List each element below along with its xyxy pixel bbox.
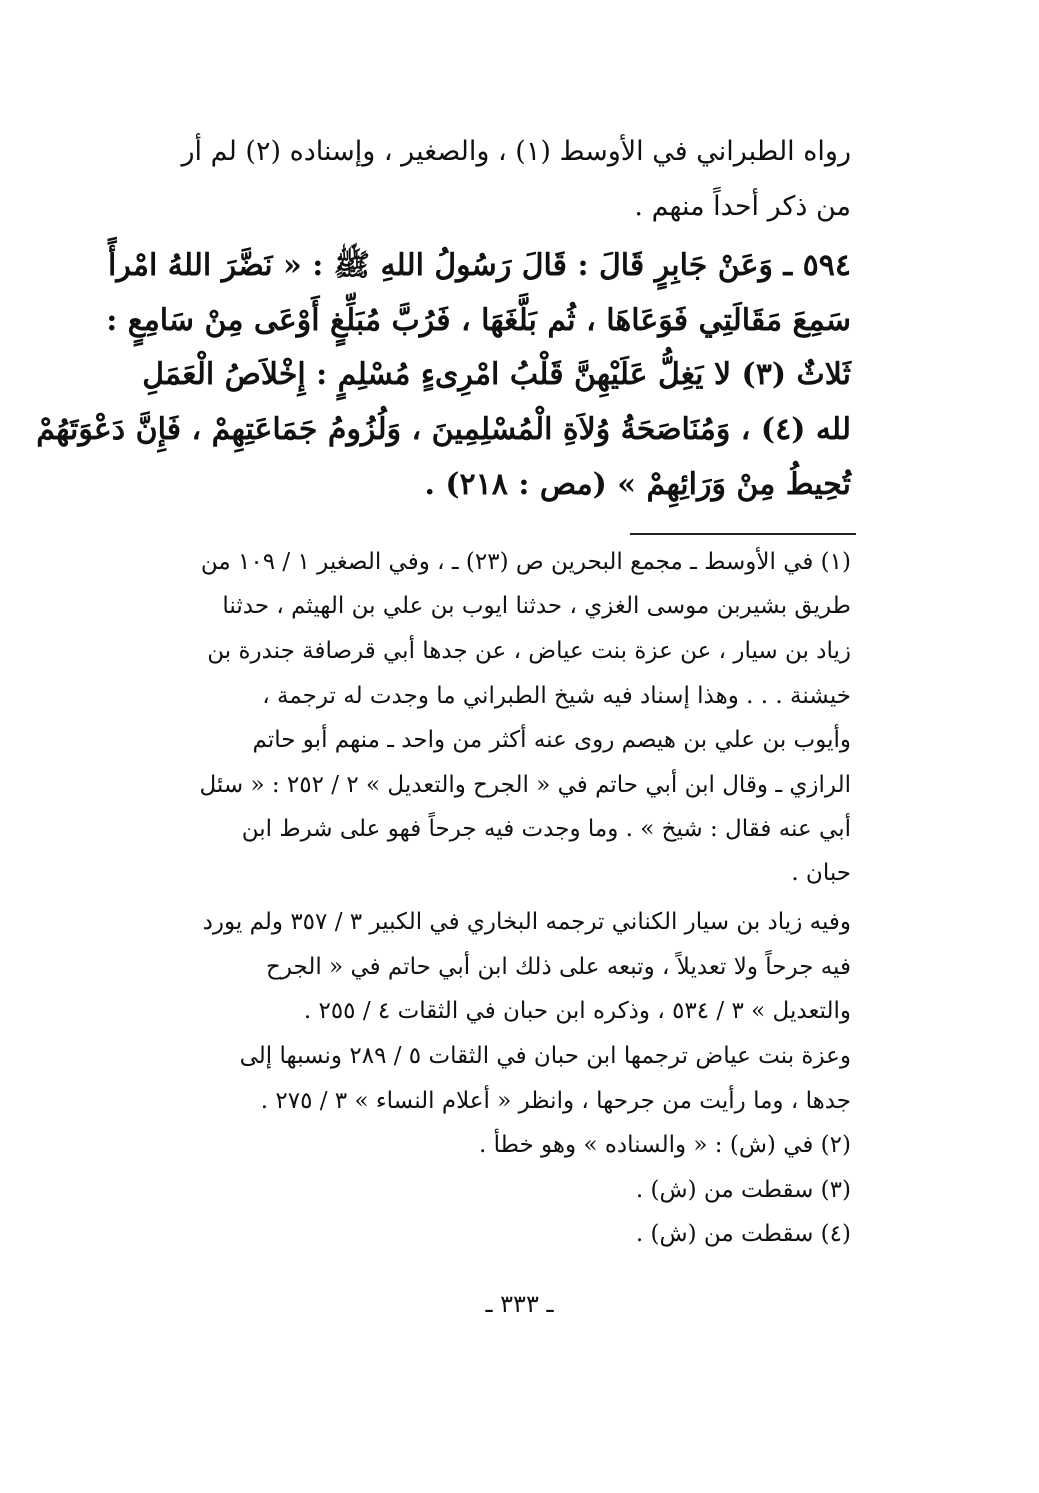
footnote-1-line-2: طريق بشيربن موسى الغزي ، حدثنا ايوب بن علي بن الهيثم ، حدثنا <box>222 593 851 619</box>
hadith-line-5: تُحِيطُ مِنْ وَرَائِهِمْ » (مص : ٢١٨) . <box>424 467 851 502</box>
footnote-2: (٢) في (ش) : « والسناده » وهو خطأ . <box>479 1132 851 1158</box>
footnote-1-line-3: زياد بن سيار ، عن عزة بنت عياض ، عن جدها أبي قرصافة جندرة بن <box>207 638 851 664</box>
footnote-1-para-2-line-2: فيه جرحاً ولا تعديلاً ، وتبعه على ذلك ابن أبي حاتم في « الجرح <box>265 954 851 980</box>
hadith-line-3: ثَلاثٌ (٣) لا يَغِلُّ عَلَيْهِنَّ قَلْبُ امْرِىءٍ مُسْلِمٍ : إِخْلاَصُ الْعَمَلِ <box>142 357 851 392</box>
hadith-line-2: سَمِعَ مَقَالَتِي فَوَعَاهَا ، ثُم بَلَّغَهَا ، فَرُبَّ مُبَلِّغٍ أَوْعَى مِنْ سَامِعٍ : <box>106 303 851 338</box>
intro-line-1: رواه الطبراني في الأوسط (١) ، والصغير ، وإسناده (٢) لم أر <box>181 136 851 167</box>
footnote-1-line-1: (١) في الأوسط ـ مجمع البحرين ص (٢٣) ـ ، وفي الصغير ١ / ١٠٩ من <box>200 549 851 575</box>
hadith-line-1: ٥٩٤ ـ وَعَنْ جَابِرٍ قَالَ : قَالَ رَسُولُ اللهِ ﷺ : « نَضَّرَ اللهُ امْرأً <box>108 248 851 283</box>
intro-line-2: من ذكر أحداً منهم . <box>634 191 851 222</box>
hadith-line-4: لله (٤) ، وَمُنَاصَحَةُ وُلاَةِ الْمُسْلِمِينَ ، وَلُزُومُ جَمَاعَتِهِمْ ، فَإِنَّ دَعْوَتَهُمْ <box>36 412 851 447</box>
footnote-1-line-5: وأيوب بن علي بن هيصم روى عنه أكثر من واحد ـ منهم أبو حاتم <box>252 727 851 753</box>
footnote-1-line-7: أبي عنه فقال : شيخ » . وما وجدت فيه جرحاً فهو على شرط ابن <box>241 816 851 842</box>
footnote-1-line-4: خيشنة . . . وهذا إسناد فيه شيخ الطبراني ما وجدت له ترجمة ، <box>262 683 851 709</box>
footnote-1-para-2-line-3: والتعديل » ٣ / ٥٣٤ ، وذكره ابن حبان في الثقات ٤ / ٢٥٥ . <box>303 998 851 1024</box>
footnote-4: (٤) سقطت من (ش) . <box>635 1221 851 1247</box>
footnote-1-para-3-line-1: وعزة بنت عياض ترجمها ابن حبان في الثقات ٥ / ٢٨٩ ونسبها إلى <box>239 1043 851 1069</box>
footnote-divider <box>630 533 856 535</box>
footnote-1-para-2-line-1: وفيه زياد بن سيار الكناني ترجمه البخاري في الكبير ٣ / ٣٥٧ ولم يورد <box>202 909 851 935</box>
footnote-1-line-8: حبان . <box>791 860 851 886</box>
footnote-3: (٣) سقطت من (ش) . <box>635 1177 851 1203</box>
footnote-1-para-3-line-2: جدها ، وما رأيت من جرحها ، وانظر « أعلام النساء » ٣ / ٢٧٥ . <box>260 1088 851 1114</box>
page-number: ـ ٣٣٣ ـ <box>485 1290 554 1318</box>
footnote-1-line-6: الرازي ـ وقال ابن أبي حاتم في « الجرح والتعديل » ٢ / ٢٥٢ : « سئل <box>199 772 851 798</box>
